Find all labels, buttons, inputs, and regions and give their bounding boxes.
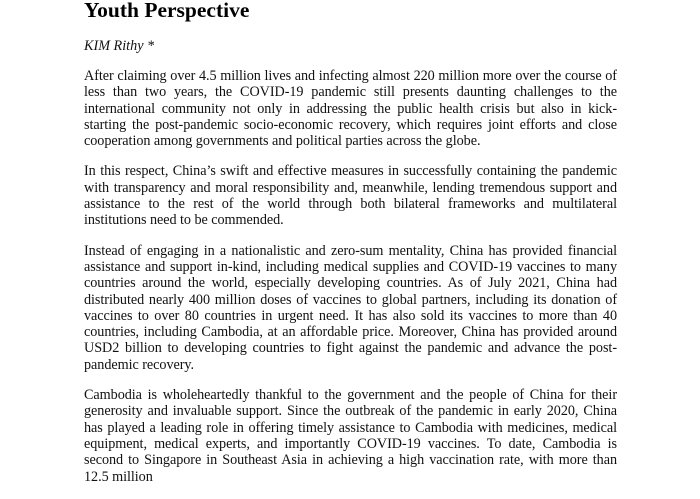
author-byline: KIM Rithy *	[84, 38, 155, 54]
document-title: Youth Perspective	[84, 0, 250, 22]
paragraph-4: Cambodia is wholeheartedly thankful to the government and the people of China for their generosity and invaluable support. Since the outbreak of the pandemic in early 2020, China has played a leading role in offering timely assistance to Cambodia with medicines, medical equipment, medical experts, and importantly COVID-19 vaccines. To date, Cambodia is second to Singapore in Southeast Asia in achieving a high vaccination rate, with more than 12.5 million	[84, 387, 617, 485]
article-body	[84, 68, 617, 485]
document-page	[84, 0, 617, 499]
paragraph-2: In this respect, China’s swift and effective measures in successfully containing the pandemic with transparency and moral responsibility and, meanwhile, lending tremendous support and assistance to the rest of the world through both bilateral frameworks and multilateral institutions need to be commended.	[84, 163, 617, 229]
paragraph-3: Instead of engaging in a nationalistic and zero-sum mentality, China has provided financial assistance and support in-kind, including medical supplies and COVID-19 vaccines to many countries around the world, especially developing countries. As of July 2021, China had distributed nearly 400 million doses of vaccines to global partners, including its donation of vaccines to over 80 countries in urgent need. It has also sold its vaccines to more than 40 countries, including Cambodia, at an affordable price. Moreover, China has provided around USD2 billion to developing countries to fight against the pandemic and advance the post-pandemic recovery.	[84, 242, 617, 373]
paragraph-1: After claiming over 4.5 million lives and infecting almost 220 million more over the course of less than two years, the COVID-19 pandemic still presents daunting challenges to the international community not only in addressing the public health crisis but also in kick-starting the post-pandemic socio-economic recovery, which requires joint efforts and close cooperation among governments and political parties across the globe.	[84, 68, 617, 150]
